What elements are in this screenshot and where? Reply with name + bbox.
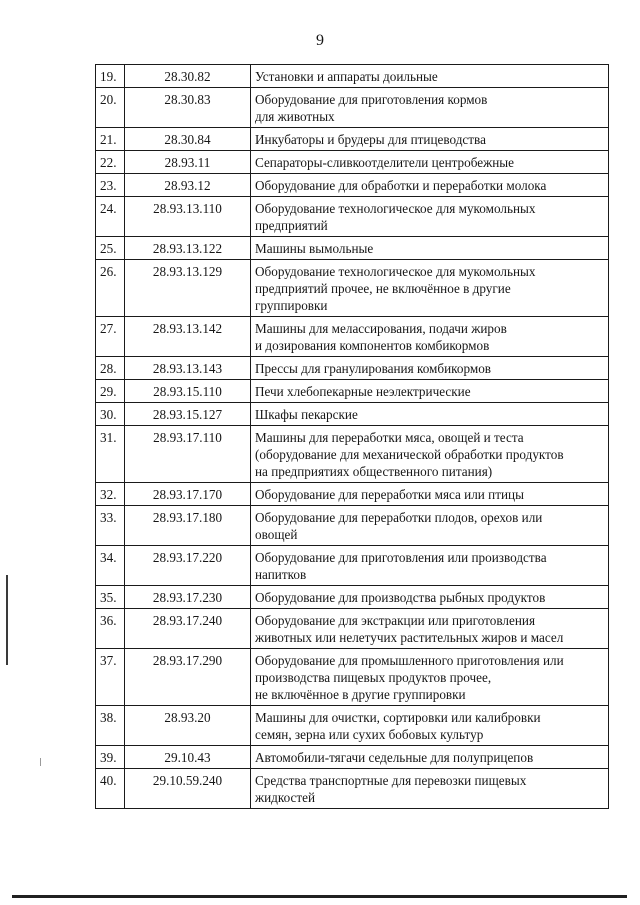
- table-row: [96, 426, 609, 483]
- row-number: 20.: [96, 88, 125, 128]
- okpd-code: 28.93.17.230: [125, 586, 251, 609]
- equipment-name: Машины вымольные: [251, 237, 609, 260]
- okpd-code: 28.93.13.110: [125, 197, 251, 237]
- okpd-code: 28.93.17.110: [125, 426, 251, 483]
- row-number: 40.: [96, 769, 125, 809]
- okpd-code: 28.93.15.127: [125, 403, 251, 426]
- okpd-code: 29.10.59.240: [125, 769, 251, 809]
- equipment-name: Сепараторы-сливкоотделители центробежные: [251, 151, 609, 174]
- table-row: [96, 746, 609, 769]
- okpd-code: 28.93.15.110: [125, 380, 251, 403]
- okpd-code: 28.30.82: [125, 65, 251, 88]
- equipment-name: Шкафы пекарские: [251, 403, 609, 426]
- equipment-name: Оборудование для производства рыбных продуктов: [251, 586, 609, 609]
- page-number: 9: [316, 32, 324, 49]
- equipment-name: Оборудование для переработки плодов, орехов или овощей: [251, 506, 609, 546]
- row-number: 32.: [96, 483, 125, 506]
- table-row: [96, 151, 609, 174]
- row-number: 21.: [96, 128, 125, 151]
- equipment-name: Прессы для гранулирования комбикормов: [251, 357, 609, 380]
- okpd-code: 29.10.43: [125, 746, 251, 769]
- table-row: [96, 357, 609, 380]
- table-row: [96, 128, 609, 151]
- okpd-code: 28.93.17.170: [125, 483, 251, 506]
- table-row: [96, 506, 609, 546]
- okpd-code: 28.93.20: [125, 706, 251, 746]
- row-number: 19.: [96, 65, 125, 88]
- equipment-name: Машины для очистки, сортировки или калибровки семян, зерна или сухих бобовых культур: [251, 706, 609, 746]
- okpd-code: 28.93.12: [125, 174, 251, 197]
- equipment-name: Средства транспортные для перевозки пищевых жидкостей: [251, 769, 609, 809]
- table-row: [96, 174, 609, 197]
- row-number: 30.: [96, 403, 125, 426]
- table-row: [96, 197, 609, 237]
- equipment-name: Оборудование для экстракции или приготовления животных или нелетучих растительных жиров и масел: [251, 609, 609, 649]
- table-row: [96, 609, 609, 649]
- equipment-name: Оборудование для промышленного приготовления или производства пищевых продуктов прочее, не включённое в другие группировки: [251, 649, 609, 706]
- equipment-name: Оборудование для приготовления или производства напитков: [251, 546, 609, 586]
- table-row: [96, 546, 609, 586]
- row-number: 36.: [96, 609, 125, 649]
- okpd-code: 28.93.17.180: [125, 506, 251, 546]
- okpd-code: 28.93.13.142: [125, 317, 251, 357]
- row-number: 35.: [96, 586, 125, 609]
- table-row: [96, 260, 609, 317]
- footer-rule: [12, 895, 627, 898]
- table-row: [96, 88, 609, 128]
- row-number: 34.: [96, 546, 125, 586]
- row-number: 31.: [96, 426, 125, 483]
- equipment-name: Печи хлебопекарные неэлектрические: [251, 380, 609, 403]
- okpd-code: 28.30.83: [125, 88, 251, 128]
- row-number: 39.: [96, 746, 125, 769]
- equipment-name: Оборудование для приготовления кормов для животных: [251, 88, 609, 128]
- row-number: 25.: [96, 237, 125, 260]
- row-number: 27.: [96, 317, 125, 357]
- equipment-name: Инкубаторы и брудеры для птицеводства: [251, 128, 609, 151]
- table-row: [96, 237, 609, 260]
- row-number: 29.: [96, 380, 125, 403]
- row-number: 33.: [96, 506, 125, 546]
- equipment-name: Автомобили-тягачи седельные для полуприцепов: [251, 746, 609, 769]
- row-number: 22.: [96, 151, 125, 174]
- equipment-name: Оборудование для обработки и переработки молока: [251, 174, 609, 197]
- okpd-code: 28.93.17.220: [125, 546, 251, 586]
- row-number: 26.: [96, 260, 125, 317]
- scan-margin-mark: [6, 575, 8, 665]
- equipment-name: Оборудование для переработки мяса или птицы: [251, 483, 609, 506]
- row-number: 37.: [96, 649, 125, 706]
- table-row: [96, 65, 609, 88]
- table-row: [96, 380, 609, 403]
- equipment-table-body: [96, 65, 609, 809]
- equipment-table: [95, 64, 609, 809]
- table-row: [96, 769, 609, 809]
- okpd-code: 28.93.13.143: [125, 357, 251, 380]
- okpd-code: 28.93.11: [125, 151, 251, 174]
- equipment-name: Машины для мелассирования, подачи жиров и дозирования компонентов комбикормов: [251, 317, 609, 357]
- equipment-name: Машины для переработки мяса, овощей и теста (оборудование для механической обработки продуктов на предприятиях общественного питания): [251, 426, 609, 483]
- table-row: [96, 403, 609, 426]
- equipment-name: Установки и аппараты доильные: [251, 65, 609, 88]
- row-number: 28.: [96, 357, 125, 380]
- table-row: [96, 483, 609, 506]
- table-row: [96, 706, 609, 746]
- okpd-code: 28.93.17.240: [125, 609, 251, 649]
- okpd-code: 28.93.13.129: [125, 260, 251, 317]
- row-number: 24.: [96, 197, 125, 237]
- equipment-name: Оборудование технологическое для мукомольных предприятий: [251, 197, 609, 237]
- table-row: [96, 586, 609, 609]
- scan-margin-tick: [40, 758, 41, 766]
- equipment-name: Оборудование технологическое для мукомольных предприятий прочее, не включённое в другие группировки: [251, 260, 609, 317]
- okpd-code: 28.93.13.122: [125, 237, 251, 260]
- row-number: 23.: [96, 174, 125, 197]
- okpd-code: 28.93.17.290: [125, 649, 251, 706]
- table-row: [96, 649, 609, 706]
- row-number: 38.: [96, 706, 125, 746]
- okpd-code: 28.30.84: [125, 128, 251, 151]
- table-row: [96, 317, 609, 357]
